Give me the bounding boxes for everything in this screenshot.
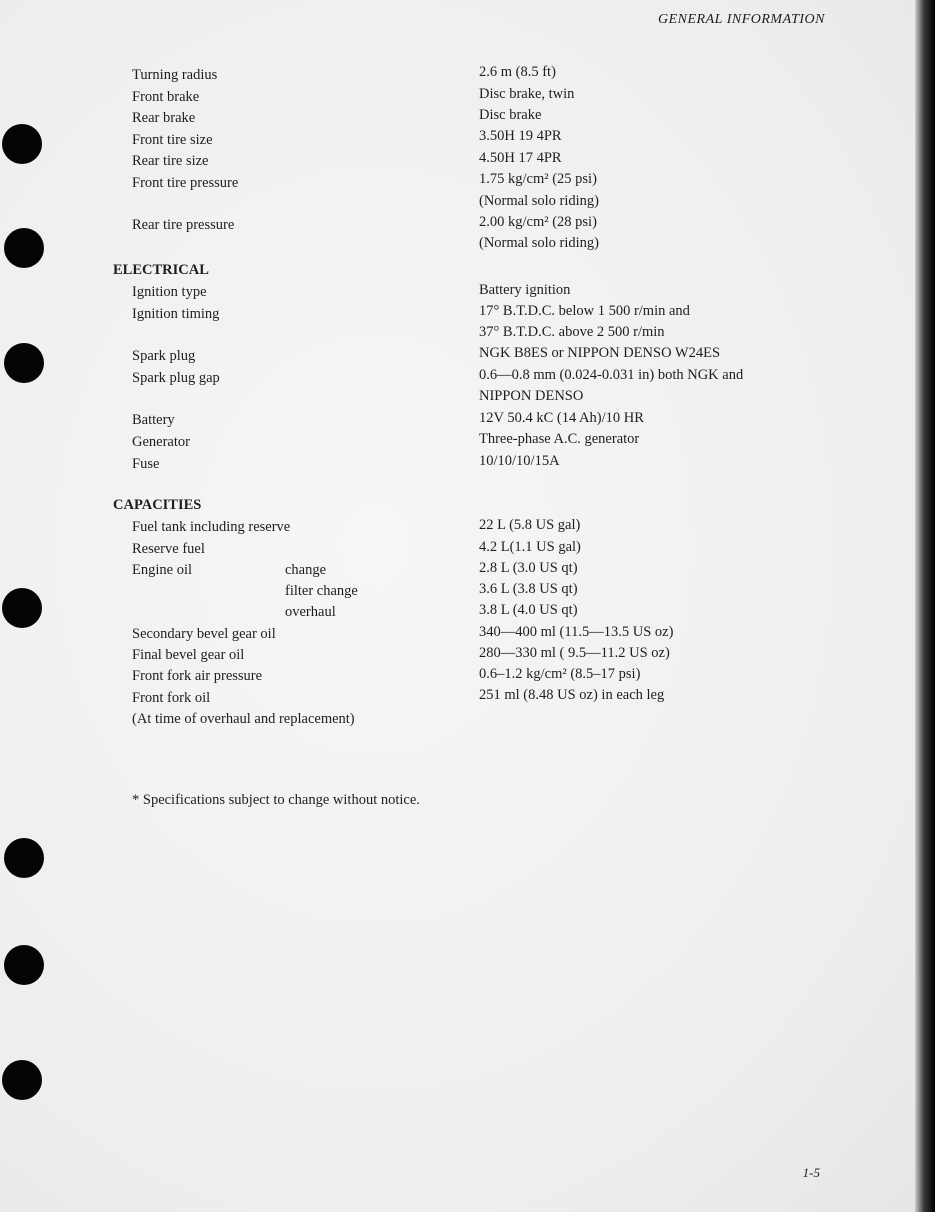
spec-label: Fuse xyxy=(132,456,160,472)
spec-value: 2.8 L (3.0 US qt) xyxy=(479,560,578,576)
spec-label: Engine oil xyxy=(132,562,193,578)
spec-value: 17° B.T.D.C. below 1 500 r/min and xyxy=(479,303,690,319)
spec-label: Rear tire size xyxy=(132,153,209,169)
spec-label: Front tire pressure xyxy=(132,175,239,191)
spec-value: 251 ml (8.48 US oz) in each leg xyxy=(479,687,665,703)
spec-label: Front fork air pressure xyxy=(132,668,263,684)
spec-label: Rear brake xyxy=(132,110,196,126)
spec-value: Three-phase A.C. generator xyxy=(479,431,640,447)
spec-value: 3.8 L (4.0 US qt) xyxy=(479,602,578,618)
spec-value: 4.50H 17 4PR xyxy=(479,150,562,166)
spec-label: Front fork oil xyxy=(132,690,211,706)
spec-label: Generator xyxy=(132,434,190,450)
spec-value: 0.6–1.2 kg/cm² (8.5–17 psi) xyxy=(479,666,641,682)
spec-value: Battery ignition xyxy=(479,282,571,298)
section-heading-capacities: CAPACITIES xyxy=(113,497,202,513)
binder-hole xyxy=(2,588,42,628)
spec-note: (At time of overhaul and replacement) xyxy=(132,711,355,727)
spec-label: Reserve fuel xyxy=(132,541,205,557)
binder-hole xyxy=(4,945,44,985)
binder-hole xyxy=(4,343,44,383)
spec-value: 12V 50.4 kC (14 Ah)/10 HR xyxy=(479,410,644,426)
spec-label: Rear tire pressure xyxy=(132,217,235,233)
section-heading-electrical: ELECTRICAL xyxy=(113,262,209,278)
spec-label: Front brake xyxy=(132,89,200,105)
spec-value: NGK B8ES or NIPPON DENSO W24ES xyxy=(479,345,721,361)
spec-value: Disc brake, twin xyxy=(479,86,575,102)
spec-value: NIPPON DENSO xyxy=(479,388,584,404)
spec-label: Ignition timing xyxy=(132,306,220,322)
spec-sublabel: change xyxy=(285,562,327,578)
page-number: 1-5 xyxy=(802,1165,820,1180)
spec-value: 1.75 kg/cm² (25 psi) xyxy=(479,171,597,187)
spec-label: Front tire size xyxy=(132,132,213,148)
spec-label: Ignition type xyxy=(132,284,207,300)
spec-value: 3.6 L (3.8 US qt) xyxy=(479,581,578,597)
spec-value: 3.50H 19 4PR xyxy=(479,128,562,144)
spec-label: Final bevel gear oil xyxy=(132,647,245,663)
spec-value: 10/10/10/15A xyxy=(479,453,560,469)
section-header: GENERAL INFORMATION xyxy=(658,12,825,27)
binder-hole xyxy=(2,124,42,164)
spec-label: Spark plug xyxy=(132,348,196,364)
spec-value: 280—330 ml ( 9.5—11.2 US oz) xyxy=(479,645,670,661)
spec-value: (Normal solo riding) xyxy=(479,193,600,209)
spec-sublabel: overhaul xyxy=(285,604,336,620)
spec-value: 340—400 ml (11.5—13.5 US oz) xyxy=(479,624,674,640)
spec-sublabel: filter change xyxy=(285,583,358,599)
spec-label: Fuel tank including reserve xyxy=(132,519,291,535)
footnote: * Specifications subject to change without notice. xyxy=(132,792,420,808)
binder-hole xyxy=(4,838,44,878)
page-edge-shadow xyxy=(915,0,935,1212)
spec-value: 2.00 kg/cm² (28 psi) xyxy=(479,214,597,230)
spec-value: 22 L (5.8 US gal) xyxy=(479,517,581,533)
binder-hole xyxy=(4,228,44,268)
spec-value: (Normal solo riding) xyxy=(479,235,600,251)
spec-value: 0.6—0.8 mm (0.024-0.031 in) both NGK and xyxy=(479,367,744,383)
spec-label: Turning radius xyxy=(132,67,218,83)
spec-value: 4.2 L(1.1 US gal) xyxy=(479,539,581,555)
spec-value: 2.6 m (8.5 ft) xyxy=(479,64,556,80)
binder-hole xyxy=(2,1060,42,1100)
spec-label: Battery xyxy=(132,412,175,428)
spec-label: Secondary bevel gear oil xyxy=(132,626,276,642)
spec-label: Spark plug gap xyxy=(132,370,220,386)
spec-value: Disc brake xyxy=(479,107,542,123)
spec-value: 37° B.T.D.C. above 2 500 r/min xyxy=(479,324,665,340)
